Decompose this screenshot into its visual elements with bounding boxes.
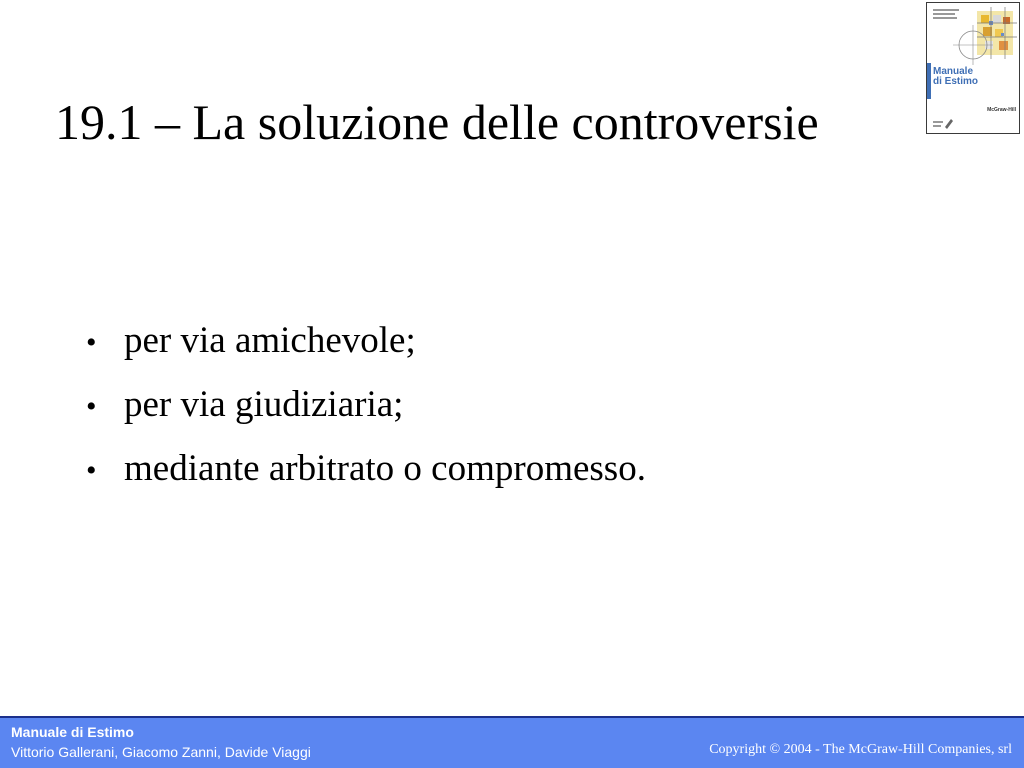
cover-title-line1: Manuale <box>933 66 974 77</box>
bullet-text: mediante arbitrato o compromesso. <box>124 448 646 489</box>
bullet-text: per via amichevole; <box>124 320 416 361</box>
bullet-item <box>86 438 646 502</box>
footer-book-title: Manuale di Estimo <box>11 724 134 740</box>
bullet-list <box>86 310 646 502</box>
slide-footer <box>0 716 1024 768</box>
cover-publisher: McGraw-Hill <box>987 107 1016 113</box>
footer-authors: Vittorio Gallerani, Giacomo Zanni, Davide Viaggi <box>11 744 311 760</box>
bullet-item <box>86 310 646 374</box>
bullet-text: per via giudiziaria; <box>124 384 404 425</box>
bullet-marker: • <box>86 454 97 487</box>
slide-title: 19.1 – La soluzione delle controversie <box>55 94 819 150</box>
footer-copyright: Copyright © 2004 - The McGraw-Hill Companies, srl <box>709 742 1012 757</box>
bullet-marker: • <box>86 326 97 359</box>
book-cover-thumbnail <box>926 2 1020 134</box>
cover-title-line2: di Estimo <box>933 76 979 87</box>
bullet-marker: • <box>86 390 97 423</box>
bullet-item <box>86 374 646 438</box>
